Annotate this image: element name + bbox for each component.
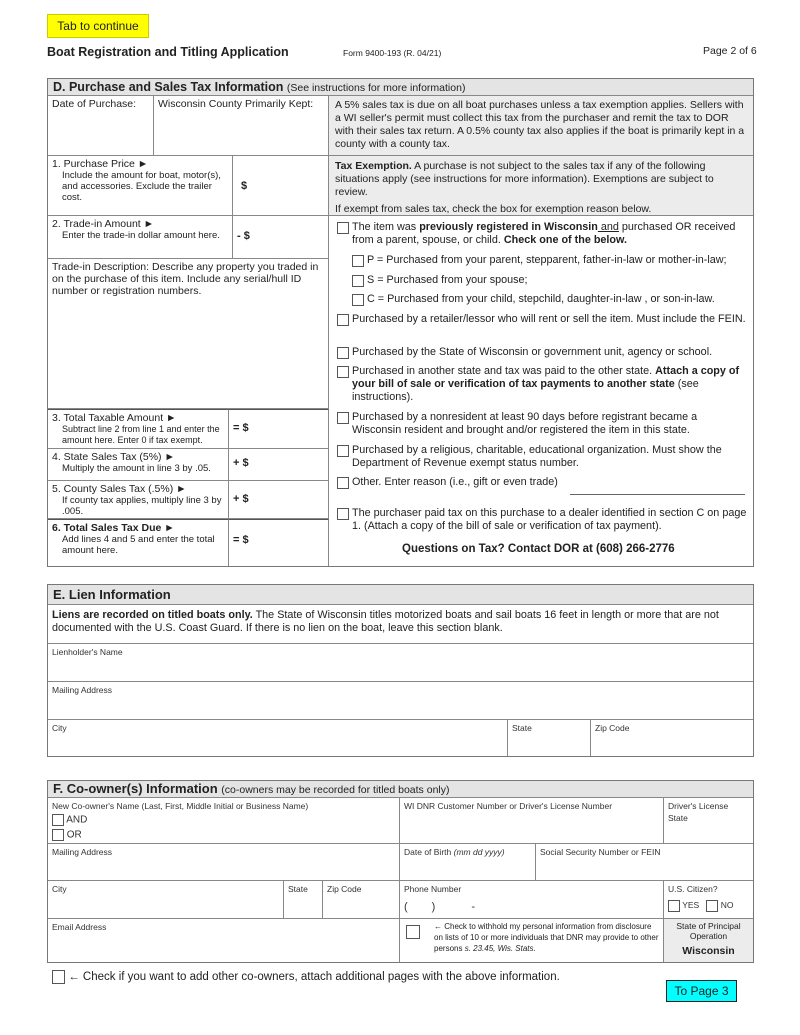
section-title: F. Co-owner(s) Information bbox=[53, 781, 218, 796]
text: ) bbox=[431, 901, 436, 913]
exemption-dealer-paid[interactable] bbox=[337, 507, 747, 533]
section-e bbox=[47, 584, 754, 757]
exemption-previously-registered[interactable] bbox=[337, 221, 747, 247]
checkbox[interactable] bbox=[337, 222, 349, 234]
exemption-p-parent[interactable] bbox=[352, 254, 752, 267]
text: Check one of the below. bbox=[503, 234, 628, 246]
tax-exemption-info bbox=[329, 156, 753, 216]
form-title: Boat Registration and Titling Application bbox=[47, 45, 289, 59]
section-note: (co-owners may be recorded for titled boats only) bbox=[221, 784, 450, 796]
line-help: Multiply the amount in line 3 by .05. bbox=[62, 463, 211, 474]
value: Wisconsin bbox=[682, 945, 735, 957]
checkbox[interactable] bbox=[352, 255, 364, 267]
phone-field[interactable] bbox=[400, 881, 664, 919]
text: OR bbox=[66, 829, 82, 841]
exemption-text: A purchase is not subject to the sales tax if any of the following situations apply (see instructions for more information). Exemptions are subject to review. bbox=[335, 160, 714, 198]
exemption-other-state[interactable] bbox=[337, 365, 747, 404]
text: (see instructions). bbox=[352, 378, 699, 403]
form-number: Form 9400-193 (R. 04/21) bbox=[343, 48, 442, 58]
checkbox[interactable] bbox=[352, 275, 364, 287]
trade-in-description-field[interactable]: Trade-in Description: Describe any property you traded in on the purchase of this item. Include any serial/hull ID number or registration numbers. bbox=[48, 259, 329, 409]
lien-mailing-address-field[interactable]: Mailing Address bbox=[48, 682, 753, 720]
line-label: 5. County Sales Tax (.5%) ► bbox=[52, 483, 187, 495]
text: and bbox=[597, 221, 619, 233]
label: New Co-owner's Name (Last, First, Middle Initial or Business Name) bbox=[52, 801, 309, 811]
line-1-label bbox=[48, 156, 233, 216]
exemption-retailer[interactable] bbox=[337, 313, 747, 326]
text: YES bbox=[682, 900, 700, 910]
text: Other. Enter reason (i.e., gift or even trade) bbox=[352, 476, 558, 488]
checkbox[interactable] bbox=[337, 314, 349, 326]
text: The item was bbox=[352, 221, 420, 233]
text: s. 23.45, Wis. Stats. bbox=[464, 944, 536, 953]
line-label: 4. State Sales Tax (5%) ► bbox=[52, 451, 175, 463]
dnr-customer-number-field[interactable]: WI DNR Customer Number or Driver's License Number bbox=[400, 798, 664, 844]
line-4-state-tax-input[interactable]: + $ bbox=[229, 449, 329, 481]
state-principal-operation bbox=[664, 919, 753, 962]
line-6-total-tax-input[interactable]: = $ bbox=[229, 519, 329, 566]
text: previously registered in Wisconsin bbox=[419, 221, 598, 233]
text: Attach a copy of your bill of sale or verification of tax payments to another state bbox=[352, 365, 740, 390]
exemption-nonresident[interactable] bbox=[337, 411, 747, 437]
lien-zip-field[interactable]: Zip Code bbox=[595, 723, 630, 733]
text: Purchased by the State of Wisconsin or government unit, agency or school. bbox=[352, 346, 713, 358]
dl-state-field[interactable]: Driver's License State bbox=[664, 798, 753, 844]
line-6-label bbox=[48, 519, 229, 566]
text: The State of Wisconsin titles motorized boats and sail boats 16 feet in length or more that are not documented with the U.S. Coast Guard. If there is no lien on the boat, leave this section blank. bbox=[52, 609, 719, 634]
line-label: 2. Trade-in Amount ► bbox=[52, 218, 155, 230]
county-field[interactable] bbox=[154, 96, 329, 156]
text: P = Purchased from your parent, stepparent, father-in-law or mother-in-law; bbox=[367, 254, 727, 266]
citizen-no-checkbox[interactable] bbox=[706, 900, 718, 912]
text: NO bbox=[720, 900, 734, 910]
section-note: (See instructions for more information) bbox=[286, 82, 466, 94]
line-help: If county tax applies, multiply line 3 by .005. bbox=[62, 495, 222, 517]
section-f-header bbox=[48, 781, 753, 798]
citizen-field bbox=[664, 881, 753, 919]
line-label: 3. Total Taxable Amount ► bbox=[52, 412, 177, 424]
coowner-mailing-field[interactable]: Mailing Address bbox=[48, 844, 400, 881]
checkbox[interactable] bbox=[337, 445, 349, 457]
withhold-info bbox=[400, 919, 664, 962]
coowner-city-field[interactable]: City bbox=[48, 881, 284, 919]
email-field[interactable]: Email Address bbox=[48, 919, 400, 962]
text: AND bbox=[66, 814, 88, 826]
exemption-s-spouse[interactable] bbox=[352, 274, 762, 287]
date-label: Date of Purchase: bbox=[52, 98, 137, 110]
section-d-header bbox=[48, 79, 753, 96]
checkbox[interactable] bbox=[352, 294, 364, 306]
exemption-hint: If exempt from sales tax, check the box for exemption reason below. bbox=[335, 203, 652, 215]
line-2-label bbox=[48, 216, 233, 259]
line-4-label bbox=[48, 449, 229, 481]
lien-state-field[interactable]: State bbox=[508, 720, 591, 756]
tab-to-continue-button[interactable]: Tab to continue bbox=[47, 14, 149, 38]
lienholder-name-field[interactable]: Lienholder's Name bbox=[48, 644, 753, 682]
checkbox[interactable] bbox=[337, 347, 349, 359]
dob-field[interactable] bbox=[400, 844, 536, 881]
coowner-name-field[interactable] bbox=[48, 798, 400, 844]
citizen-yes-checkbox[interactable] bbox=[668, 900, 680, 912]
county-label: Wisconsin County Primarily Kept: bbox=[158, 98, 314, 110]
text: C = Purchased from your child, stepchild, daughter-in-law , or son-in-law. bbox=[367, 293, 715, 305]
text: Purchased by a retailer/lessor who will rent or sell the item. Must include the FEIN. bbox=[352, 313, 746, 325]
checkbox[interactable] bbox=[337, 366, 349, 378]
page-number: Page 2 of 6 bbox=[703, 45, 757, 57]
label: State of Principal Operation bbox=[676, 921, 741, 941]
section-e-header: E. Lien Information bbox=[48, 585, 753, 605]
date-of-purchase-field[interactable] bbox=[48, 96, 154, 156]
text: S = Purchased from your spouse; bbox=[367, 274, 528, 286]
text: - bbox=[471, 901, 476, 913]
checkbox[interactable] bbox=[337, 412, 349, 424]
label: (mm dd yyyy) bbox=[453, 847, 505, 857]
text: purchased OR received from a parent, spouse, or child. bbox=[352, 221, 736, 246]
line-3-label bbox=[48, 409, 229, 449]
other-reason-input[interactable] bbox=[570, 494, 745, 495]
text: Purchased by a religious, charitable, educational organization. Must show the Department of Revenue exempt status number. bbox=[352, 444, 722, 469]
line-help: Enter the trade-in dollar amount here. bbox=[62, 230, 220, 241]
text: Purchased by a nonresident at least 90 days before registrant became a Wisconsin resident and brought and/or registered the item in this state. bbox=[352, 411, 698, 436]
withhold-checkbox[interactable] bbox=[406, 925, 420, 939]
or-checkbox[interactable] bbox=[52, 829, 64, 841]
exemption-other[interactable] bbox=[337, 476, 747, 489]
and-checkbox[interactable] bbox=[52, 814, 64, 826]
tax-contact: Questions on Tax? Contact DOR at (608) 266-2776 bbox=[402, 543, 675, 555]
tax-info: A 5% sales tax is due on all boat purchases unless a tax exemption applies. Sellers with a WI seller's permit must collect this tax from the purchaser and remit the tax to DOR with their sales tax return. A 0.5% county tax also applies if the boat is primarily kept in a county with a county tax. bbox=[329, 96, 753, 156]
section-f bbox=[47, 780, 754, 963]
checkbox[interactable] bbox=[337, 477, 349, 489]
coowner-state-field[interactable]: State bbox=[284, 881, 323, 919]
text: Liens are recorded on titled boats only. bbox=[52, 609, 253, 621]
exemption-religious[interactable] bbox=[337, 444, 747, 470]
label: Date of Birth bbox=[404, 847, 452, 857]
line-help: Add lines 4 and 5 and enter the total amount here. bbox=[62, 534, 215, 556]
section-title: D. Purchase and Sales Tax Information bbox=[53, 80, 284, 94]
to-page-3-button[interactable]: To Page 3 bbox=[666, 980, 737, 1002]
add-coowners-option[interactable] bbox=[52, 970, 560, 984]
add-coowners-checkbox[interactable] bbox=[52, 970, 65, 984]
exemption-state-government[interactable] bbox=[337, 346, 747, 359]
line-2-trade-in-input[interactable]: - $ bbox=[233, 216, 329, 259]
text: The purchaser paid tax on this purchase to a dealer identified in section C on page 1. (Attach a copy of the bill of sale or verification of tax payment). bbox=[352, 507, 747, 532]
exemption-c-child[interactable] bbox=[352, 293, 752, 306]
coowner-zip-field[interactable]: Zip Code bbox=[323, 881, 400, 919]
line-label: 6. Total Sales Tax Due ► bbox=[52, 522, 175, 534]
line-5-county-tax-input[interactable]: + $ bbox=[229, 481, 329, 519]
label: Phone Number bbox=[404, 884, 462, 894]
line-5-label bbox=[48, 481, 229, 519]
ssn-field[interactable]: Social Security Number or FEIN bbox=[536, 844, 753, 881]
checkbox[interactable] bbox=[337, 508, 349, 520]
line-1-purchase-price-input[interactable]: $ bbox=[233, 156, 329, 216]
lien-city-field[interactable]: City bbox=[48, 720, 508, 756]
line-help: Include the amount for boat, motor(s), and accessories. Exclude the trailer cost. bbox=[62, 170, 221, 203]
exemption-title: Tax Exemption. bbox=[335, 160, 412, 172]
text: ( bbox=[404, 901, 408, 913]
lien-intro bbox=[48, 605, 753, 644]
text: Purchased in another state and tax was paid to the other state. bbox=[352, 365, 656, 377]
line-help: Subtract line 2 from line 1 and enter the amount here. Enter 0 if tax exempt. bbox=[62, 424, 220, 445]
line-3-total-taxable-input[interactable]: = $ bbox=[229, 409, 329, 449]
text: ← Check if you want to add other co-owners, attach additional pages with the above information. bbox=[68, 971, 560, 984]
label: U.S. Citizen? bbox=[668, 884, 718, 894]
text: ← Check to withhold my personal information from disclosure on lists of 10 or more individuals that DNR may provide to other persons bbox=[434, 922, 659, 953]
line-label: 1. Purchase Price ► bbox=[52, 158, 149, 170]
